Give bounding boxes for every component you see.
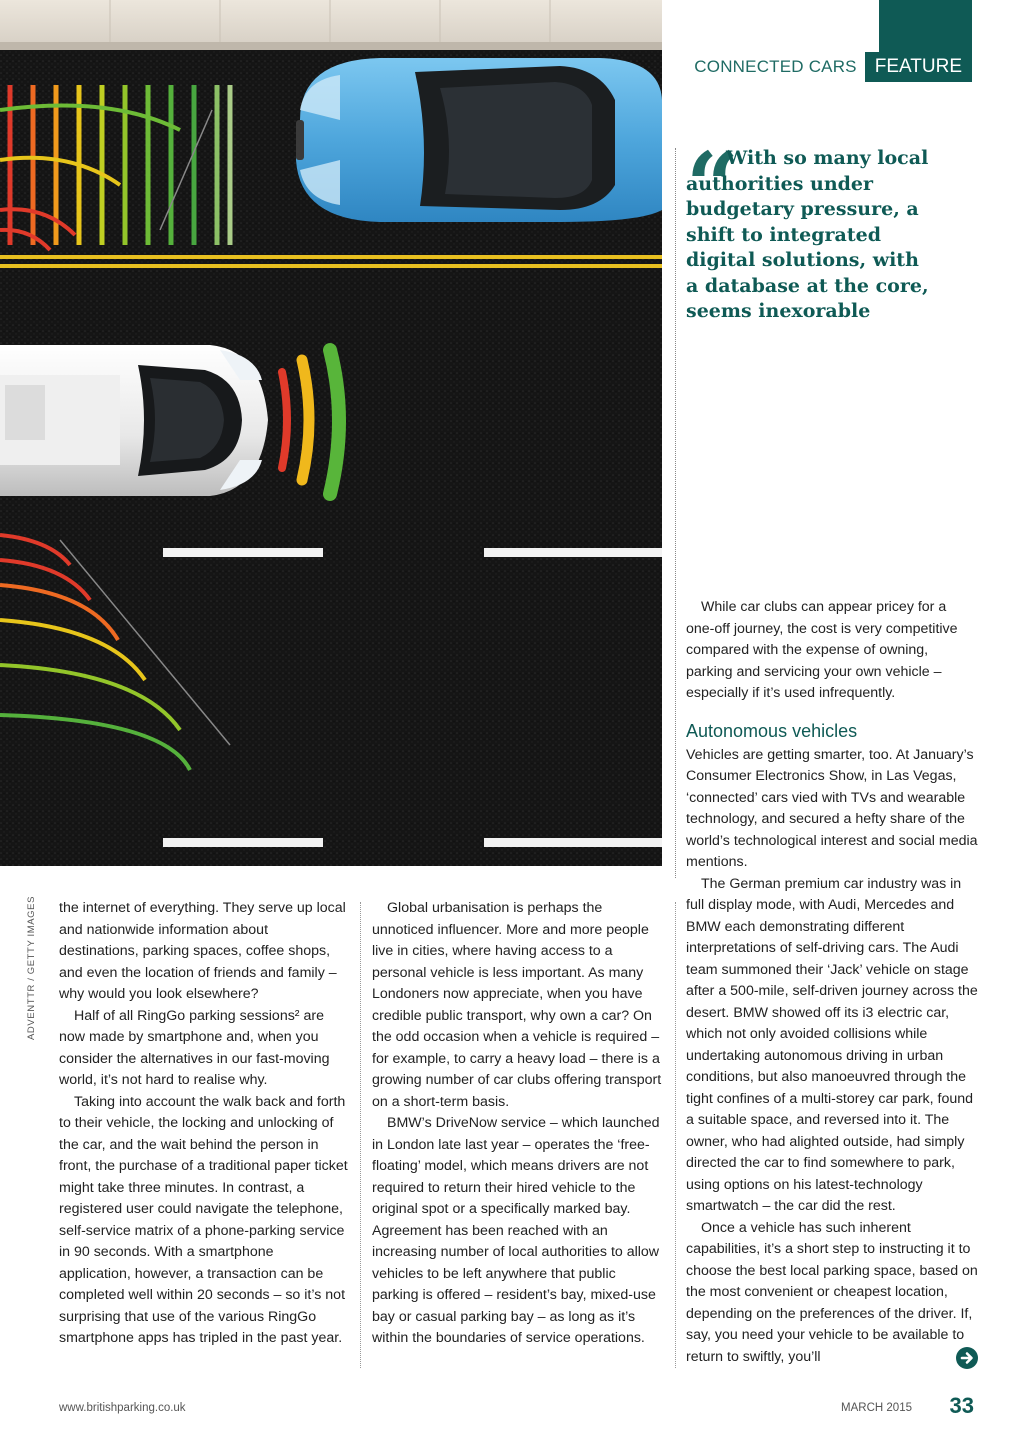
image-credit-text: ADVENTTR / GETTY IMAGES — [26, 895, 37, 1040]
quote-mark-icon: “ — [686, 132, 739, 240]
paragraph: BMW’s DriveNow service – which launched in London late last year – operates the ‘free-floating’ model, which means drivers are not required to return their hired vehicle to the original spot or a specifically marked bay. Agreement has been reached with an increasing number of local authorities to allow vehicles to be left anywhere that public parking is offered – resident’s bay, mixed-use bay or casual parking bay – as long as it’s within the boundaries of service operations. — [372, 1115, 660, 1346]
body-column-3 — [686, 597, 978, 1368]
lane-marking — [163, 548, 323, 557]
column-divider — [675, 902, 676, 1368]
hero-illustration — [0, 0, 662, 866]
paragraph: the internet of everything. They serve up local and nationwide information about destinations, parking spaces, coffee shops, and even the location of friends and family – why would you look elsewhere? — [59, 900, 346, 1002]
blue-car — [296, 58, 662, 222]
continue-arrow-icon — [956, 1347, 978, 1369]
paragraph: While car clubs can appear pricey for a one-off journey, the cost is very competitive compared with the expense of owning, parking and servicing your own vehicle – especially if it’s used infrequently. — [686, 599, 958, 701]
lane-marking — [163, 838, 323, 847]
paragraph: Global urbanisation is perhaps the unnoticed influencer. More and more people live in cities, where having access to a personal vehicle is less important. As many Londoners now appreciate, when you have credible public transport, why own a car? On the odd occasion when a vehicle is required – for example, to carry a heavy load – there is a growing number of car clubs offering transport on a short-term basis. — [372, 900, 662, 1110]
paragraph: Vehicles are getting smarter, too. At January’s Consumer Electronics Show, in Las Vegas, ‘connected’ cars vied with TVs and wearable technology, and secured a hefty share of the world’s technological interest and social media mentions. — [686, 746, 978, 870]
section-header — [694, 52, 972, 82]
subheading: Autonomous vehicles — [686, 720, 858, 741]
section-label: CONNECTED CARS — [694, 57, 857, 76]
body-column-1 — [59, 898, 349, 1350]
page-number: 33 — [949, 1393, 974, 1418]
lane-marking — [484, 548, 662, 557]
feature-label: FEATURE — [865, 52, 972, 82]
image-credit — [26, 895, 40, 1040]
column-divider — [360, 902, 361, 1368]
column-divider — [675, 148, 676, 878]
paragraph: Taking into account the walk back and forth to their vehicle, the locking and unlocking of the car, and the wait behind the person in front, the purchase of a traditional paper ticket might take three minutes. In contrast, a registered user could navigate the telephone, self-service matrix of a phone-parking service in 90 seconds. With a smartphone application, however, a transaction can be completed well within 20 seconds – so it’s not surprising that use of the various RingGo smartphone apps has tripled in the past year. — [59, 1093, 348, 1346]
pull-quote: With so many local authorities under budgetary pressure, a shift to integrated digital solutions, with a database at the core, seems inexorable — [686, 147, 929, 322]
footer-url: www.britishparking.co.uk — [59, 1402, 186, 1414]
paragraph: Half of all RingGo parking sessions² are now made by smartphone and, when you consider the alternatives in our fast-moving world, it’s not hard to realise why. — [59, 1007, 330, 1088]
body-column-2 — [372, 898, 664, 1350]
feature-tab-bar — [879, 0, 972, 52]
paragraph: Once a vehicle has such inherent capabilities, it’s a short step to instructing it to choose the best local parking space, based on the most convenient or cheapest location, depending on the preferences of the driver. If, say, you need your vehicle to be available to return to swiftly, you’ll — [686, 1219, 978, 1365]
arrow-right-icon — [956, 1347, 978, 1369]
lane-marking — [484, 838, 662, 847]
yellow-line — [0, 255, 662, 259]
paragraph: The German premium car industry was in full display mode, with Audi, Mercedes and BMW each demonstrating different interpretations of self-driving cars. The Audi team summoned their ‘Jack’ vehicle on stage after a 500-mile, self-driven journey across the desert. BMW showed off its i3 electric car, which not only avoided collisions while undertaking autonomous driving in urban conditions, but also manoeuvred through the tight confines of a multi-storey car park, found a suitable space, and reversed into it. The owner, who had alighted outside, had simply directed the car to find somewhere to park, using options on his latest-technology smartwatch – the car did the rest. — [686, 875, 978, 1214]
footer-date: MARCH 2015 — [841, 1402, 912, 1414]
white-car — [0, 345, 268, 496]
